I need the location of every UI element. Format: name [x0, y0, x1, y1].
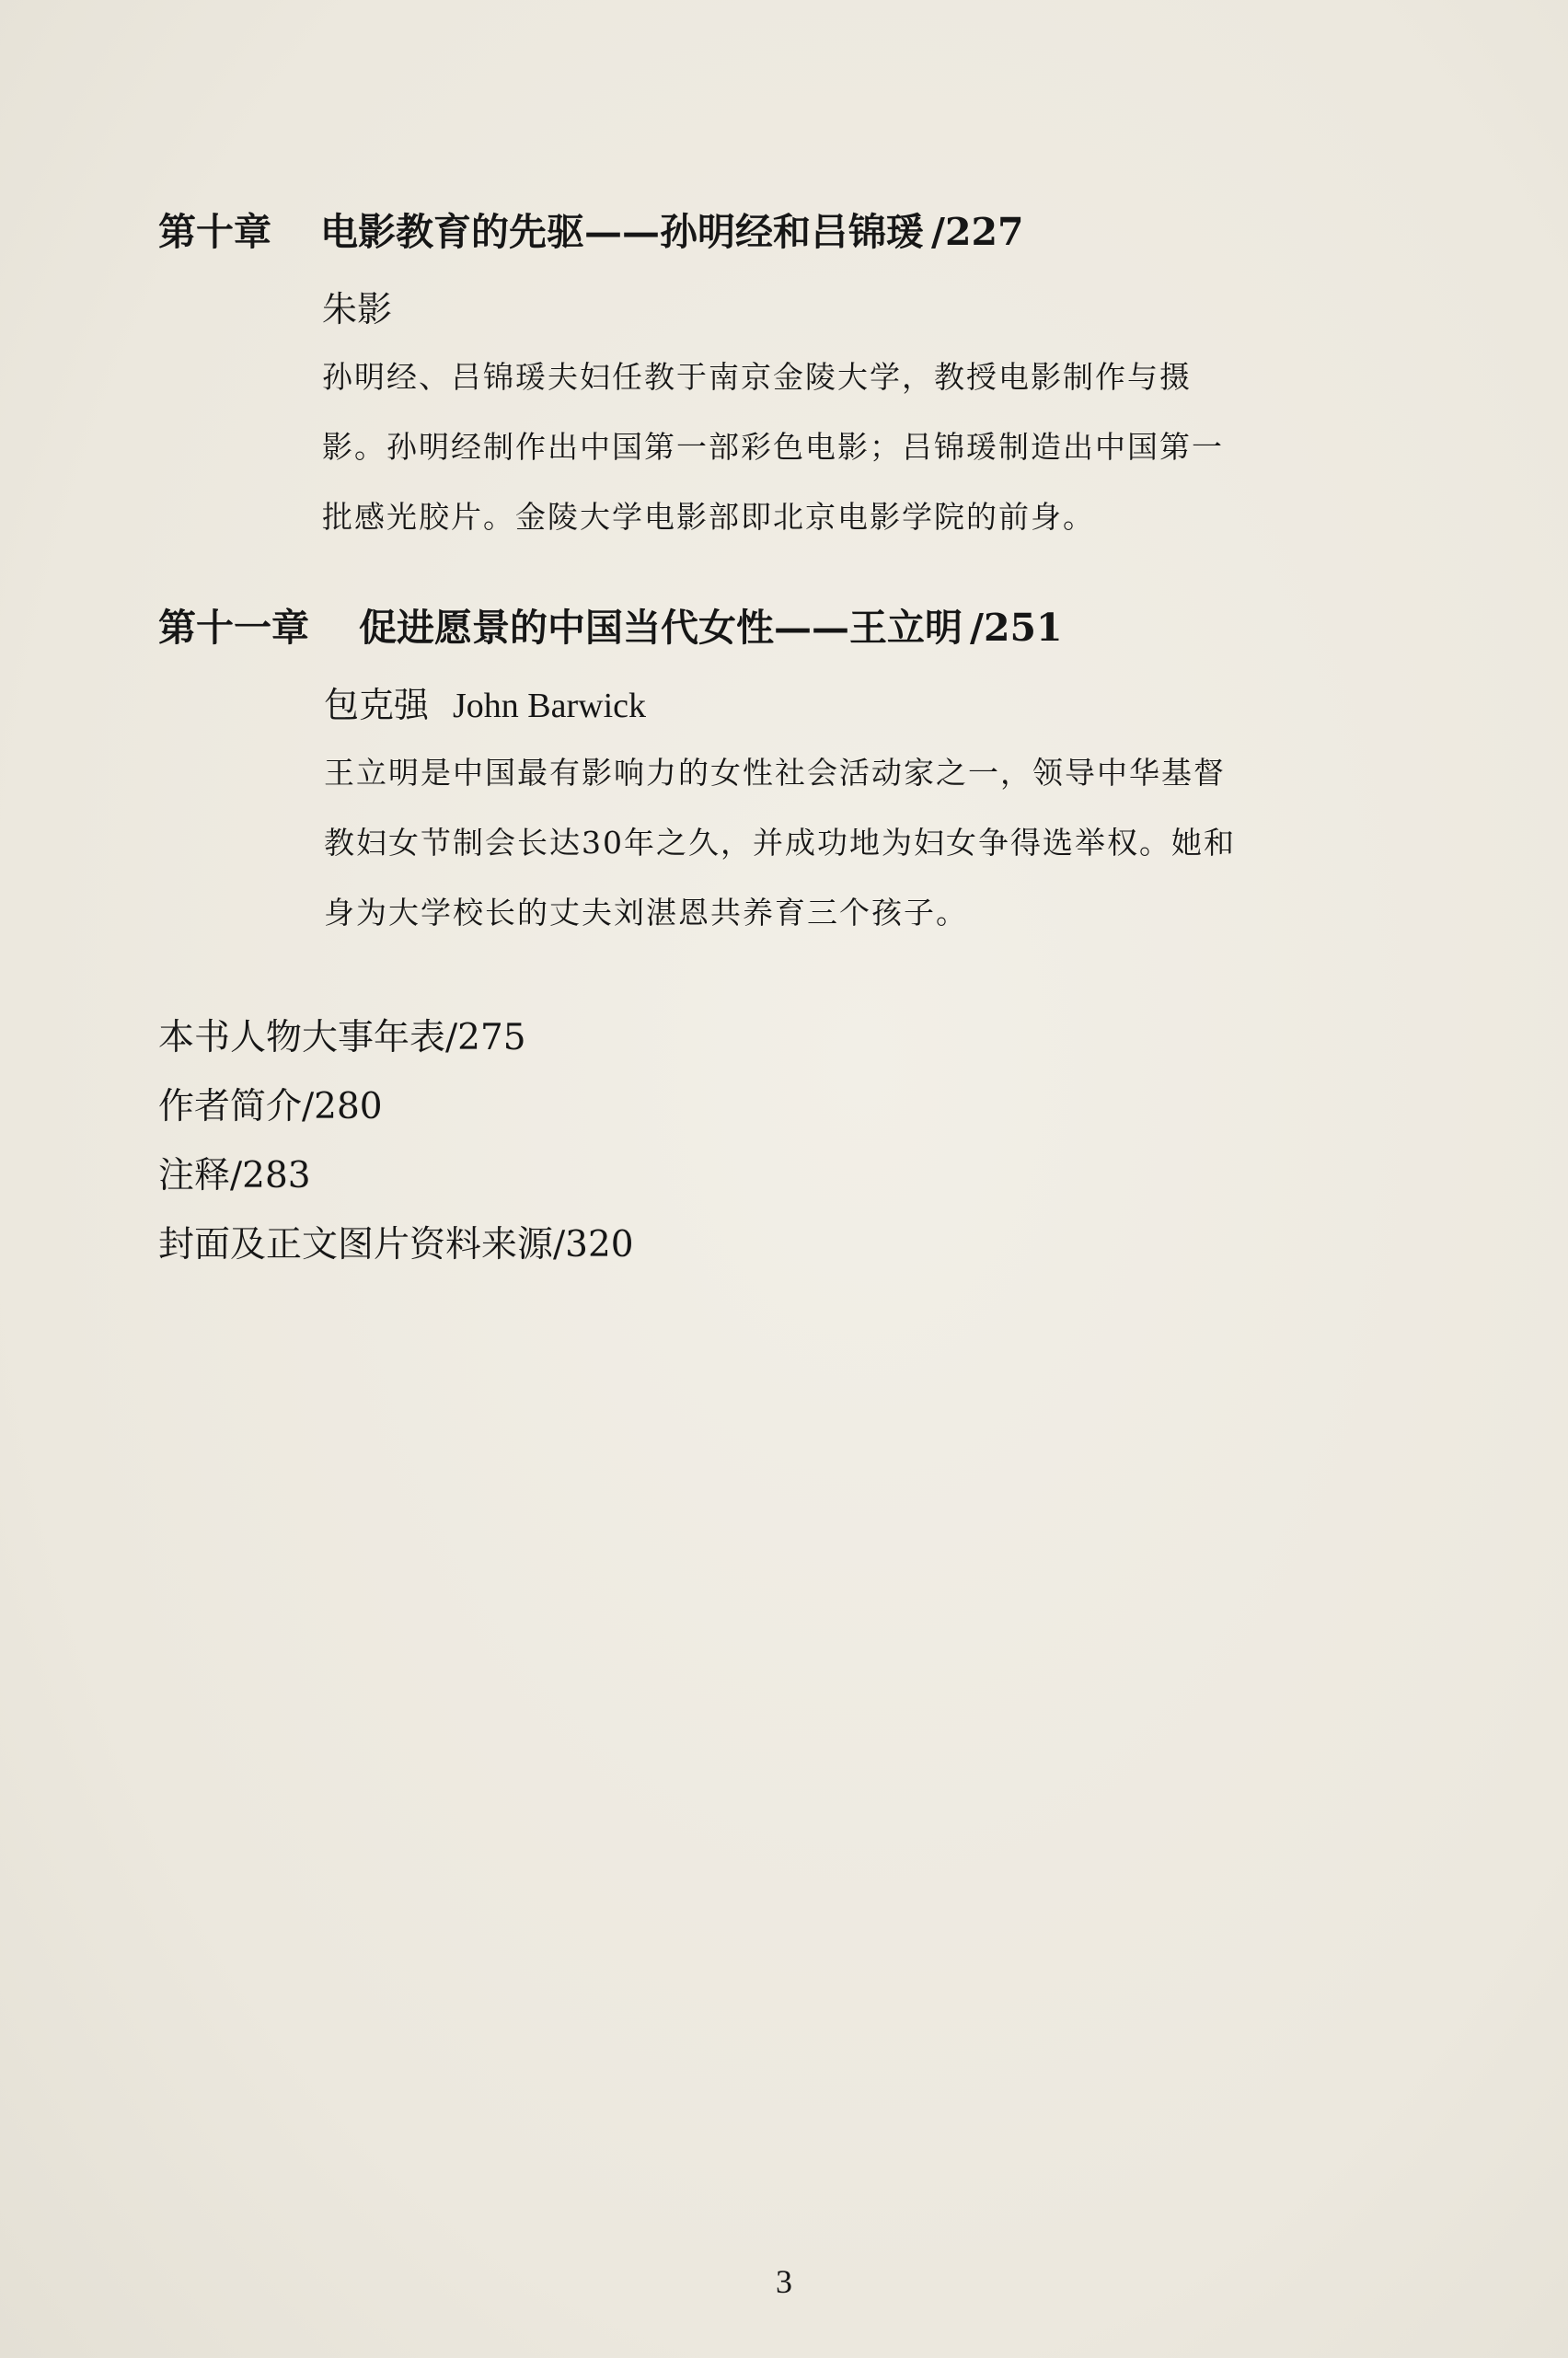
chapter-summary: 王立明是中国最有影响力的女性社会活动家之一，领导中华基督教妇女节制会长达30年之久，并成功地为妇女争得选举权。她和身为大学校长的丈夫刘湛恩共养育三个孩子。	[324, 755, 1236, 930]
author-name-english: John Barwick	[453, 687, 647, 725]
backmatter-list	[158, 1003, 634, 1279]
chapter-entry-10	[158, 210, 1281, 552]
chapter-author	[322, 281, 1281, 331]
chapter-number: 第十一章	[158, 606, 309, 650]
author-name: 包克强	[324, 685, 430, 725]
chapter-page-ref: /227	[931, 210, 1024, 254]
backmatter-item-notes: 注释/283	[158, 1155, 311, 1196]
backmatter-item-authors: 作者简介/280	[158, 1086, 383, 1127]
chapter-title: 电影教育的先驱——孙明经和吕锦瑗	[320, 210, 924, 254]
chapter-page-ref: /251	[970, 606, 1063, 650]
chapter-author	[324, 676, 1281, 727]
chapter-title: 促进愿景的中国当代女性——王立明	[359, 606, 963, 650]
chapter-heading	[158, 210, 1281, 254]
backmatter-item-image-sources: 封面及正文图片资料来源/320	[158, 1224, 634, 1266]
chapter-summary: 孙明经、吕锦瑗夫妇任教于南京金陵大学，教授电影制作与摄影。孙明经制作出中国第一部彩色电影；吕锦瑗制造出中国第一批感光胶片。金陵大学电影部即北京电影学院的前身。	[322, 359, 1224, 535]
author-name: 朱影	[322, 289, 393, 329]
page-number: 3	[776, 2263, 792, 2300]
chapter-heading	[158, 606, 1281, 650]
chapter-entry-11	[158, 606, 1281, 948]
chapter-number: 第十章	[158, 210, 271, 254]
backmatter-item-chronology: 本书人物大事年表/275	[158, 1017, 526, 1058]
